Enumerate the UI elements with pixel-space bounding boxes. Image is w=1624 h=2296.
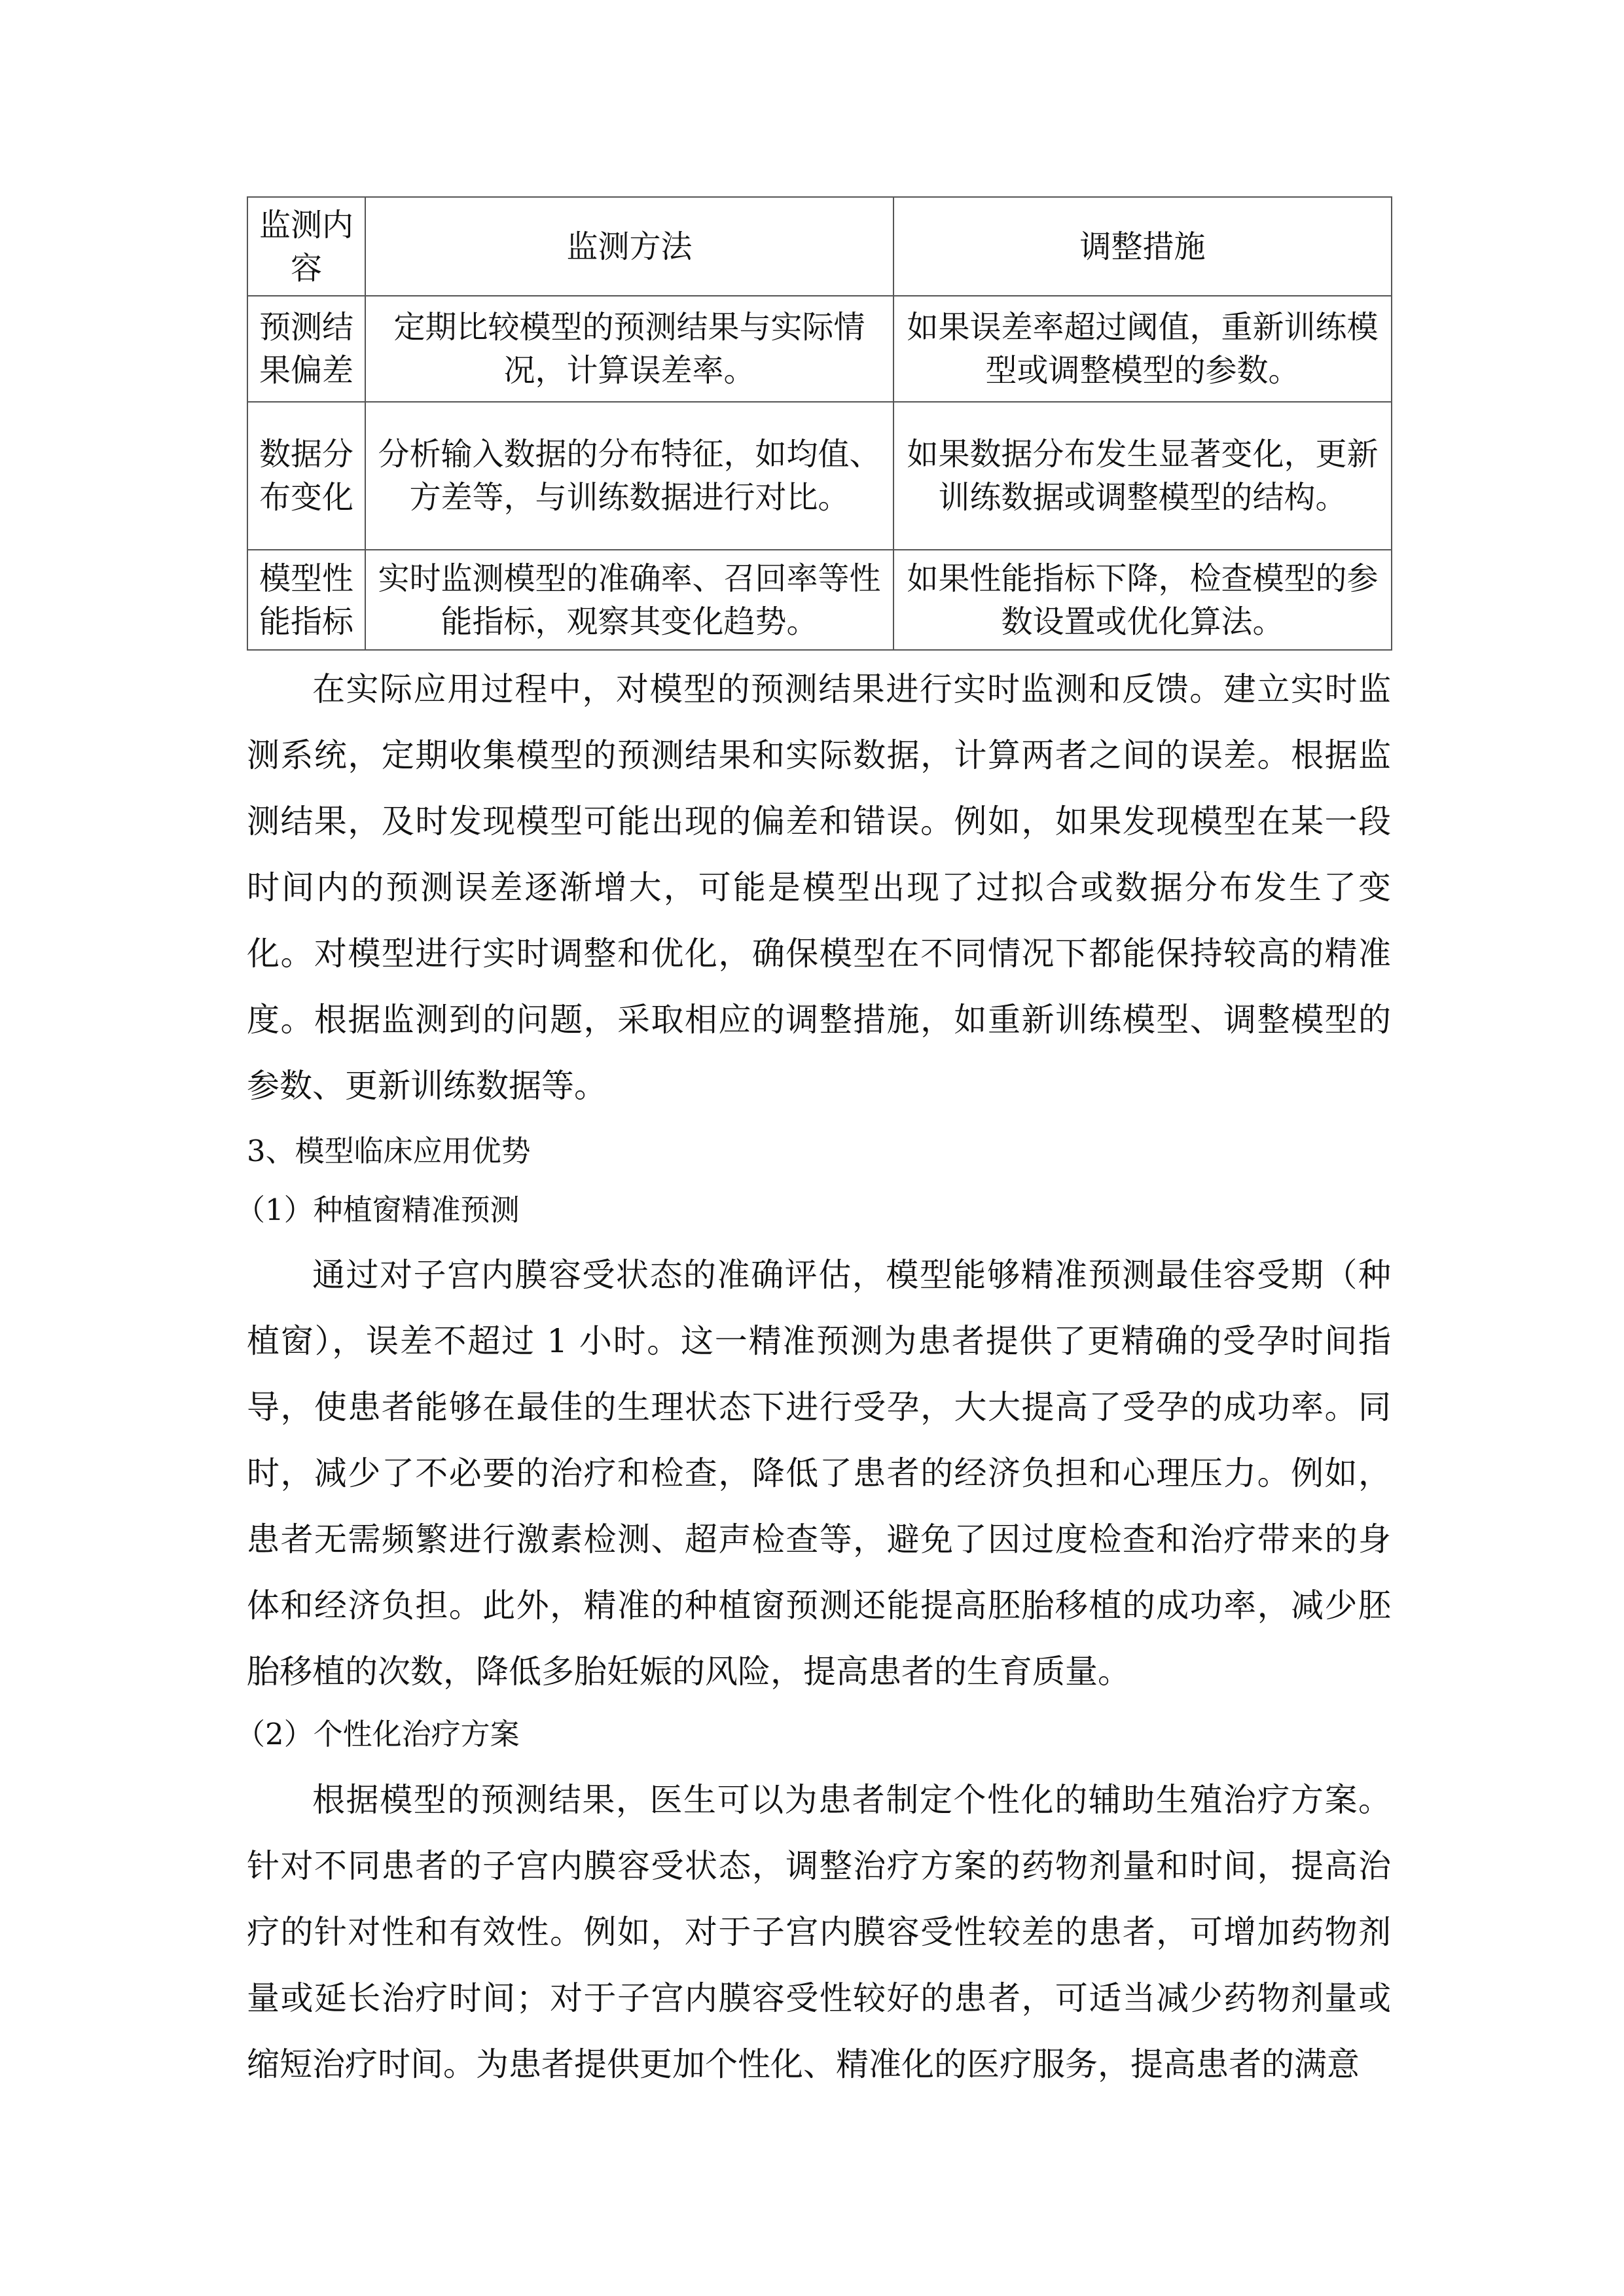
table-header-row	[247, 197, 1392, 296]
section-heading: 3、模型临床应用优势	[247, 1134, 531, 1168]
table-row	[247, 550, 1392, 650]
table-header-cell: 调整措施	[893, 197, 1392, 296]
table-cell: 如果数据分布发生显著变化，更新训练数据或调整模型的结构。	[893, 402, 1392, 550]
table-cell: 模型性能指标	[247, 550, 365, 650]
table-cell: 如果性能指标下降，检查模型的参数设置或优化算法。	[893, 550, 1392, 650]
table-cell: 分析输入数据的分布特征，如均值、方差等，与训练数据进行对比。	[365, 402, 893, 550]
subsection-heading: （2）个性化治疗方案	[236, 1717, 520, 1751]
table-header-cell: 监测方法	[365, 197, 893, 296]
table-cell: 定期比较模型的预测结果与实际情况，计算误差率。	[365, 296, 893, 402]
paragraph-personalized-treatment: 根据模型的预测结果，医生可以为患者制定个性化的辅助生殖治疗方案。针对不同患者的子宫内膜容受状态，调整治疗方案的药物剂量和时间，提高治疗的针对性和有效性。例如，对于子宫内膜容受性较差的患者，可增加药物剂量或延长治疗时间；对于子宫内膜容受性较好的患者，可适当减少药物剂量或缩短治疗时间。为患者提供更加个性化、精准化的医疗服务，提高患者的满意	[247, 1781, 1391, 2083]
subsection-heading: （1）种植窗精准预测	[236, 1193, 520, 1227]
table-row	[247, 402, 1392, 550]
table-cell: 数据分布变化	[247, 402, 365, 550]
table-row	[247, 296, 1392, 402]
table-cell: 如果误差率超过阈值，重新训练模型或调整模型的参数。	[893, 296, 1392, 402]
monitoring-table	[247, 196, 1392, 651]
table-header-cell: 监测内容	[247, 197, 365, 296]
paragraph-monitoring: 在实际应用过程中，对模型的预测结果进行实时监测和反馈。建立实时监测系统，定期收集模型的预测结果和实际数据，计算两者之间的误差。根据监测结果，及时发现模型可能出现的偏差和错误。例如，如果发现模型在某一段时间内的预测误差逐渐增大，可能是模型出现了过拟合或数据分布发生了变化。对模型进行实时调整和优化，确保模型在不同情况下都能保持较高的精准度。根据监测到的问题，采取相应的调整措施，如重新训练模型、调整模型的参数、更新训练数据等。	[247, 670, 1391, 1105]
paragraph-implantation-window: 通过对子宫内膜容受状态的准确评估，模型能够精准预测最佳容受期（种植窗），误差不超过 1 小时。这一精准预测为患者提供了更精确的受孕时间指导，使患者能够在最佳的生理状态下进行受孕，大大提高了受孕的成功率。同时，减少了不必要的治疗和检查，降低了患者的经济负担和心理压力。例如，患者无需频繁进行激素检测、超声检查等，避免了因过度检查和治疗带来的身体和经济负担。此外，精准的种植窗预测还能提高胚胎移植的成功率，减少胚胎移植的次数，降低多胎妊娠的风险，提高患者的生育质量。	[247, 1256, 1391, 1691]
table-cell: 预测结果偏差	[247, 296, 365, 402]
table-cell: 实时监测模型的准确率、召回率等性能指标，观察其变化趋势。	[365, 550, 893, 650]
